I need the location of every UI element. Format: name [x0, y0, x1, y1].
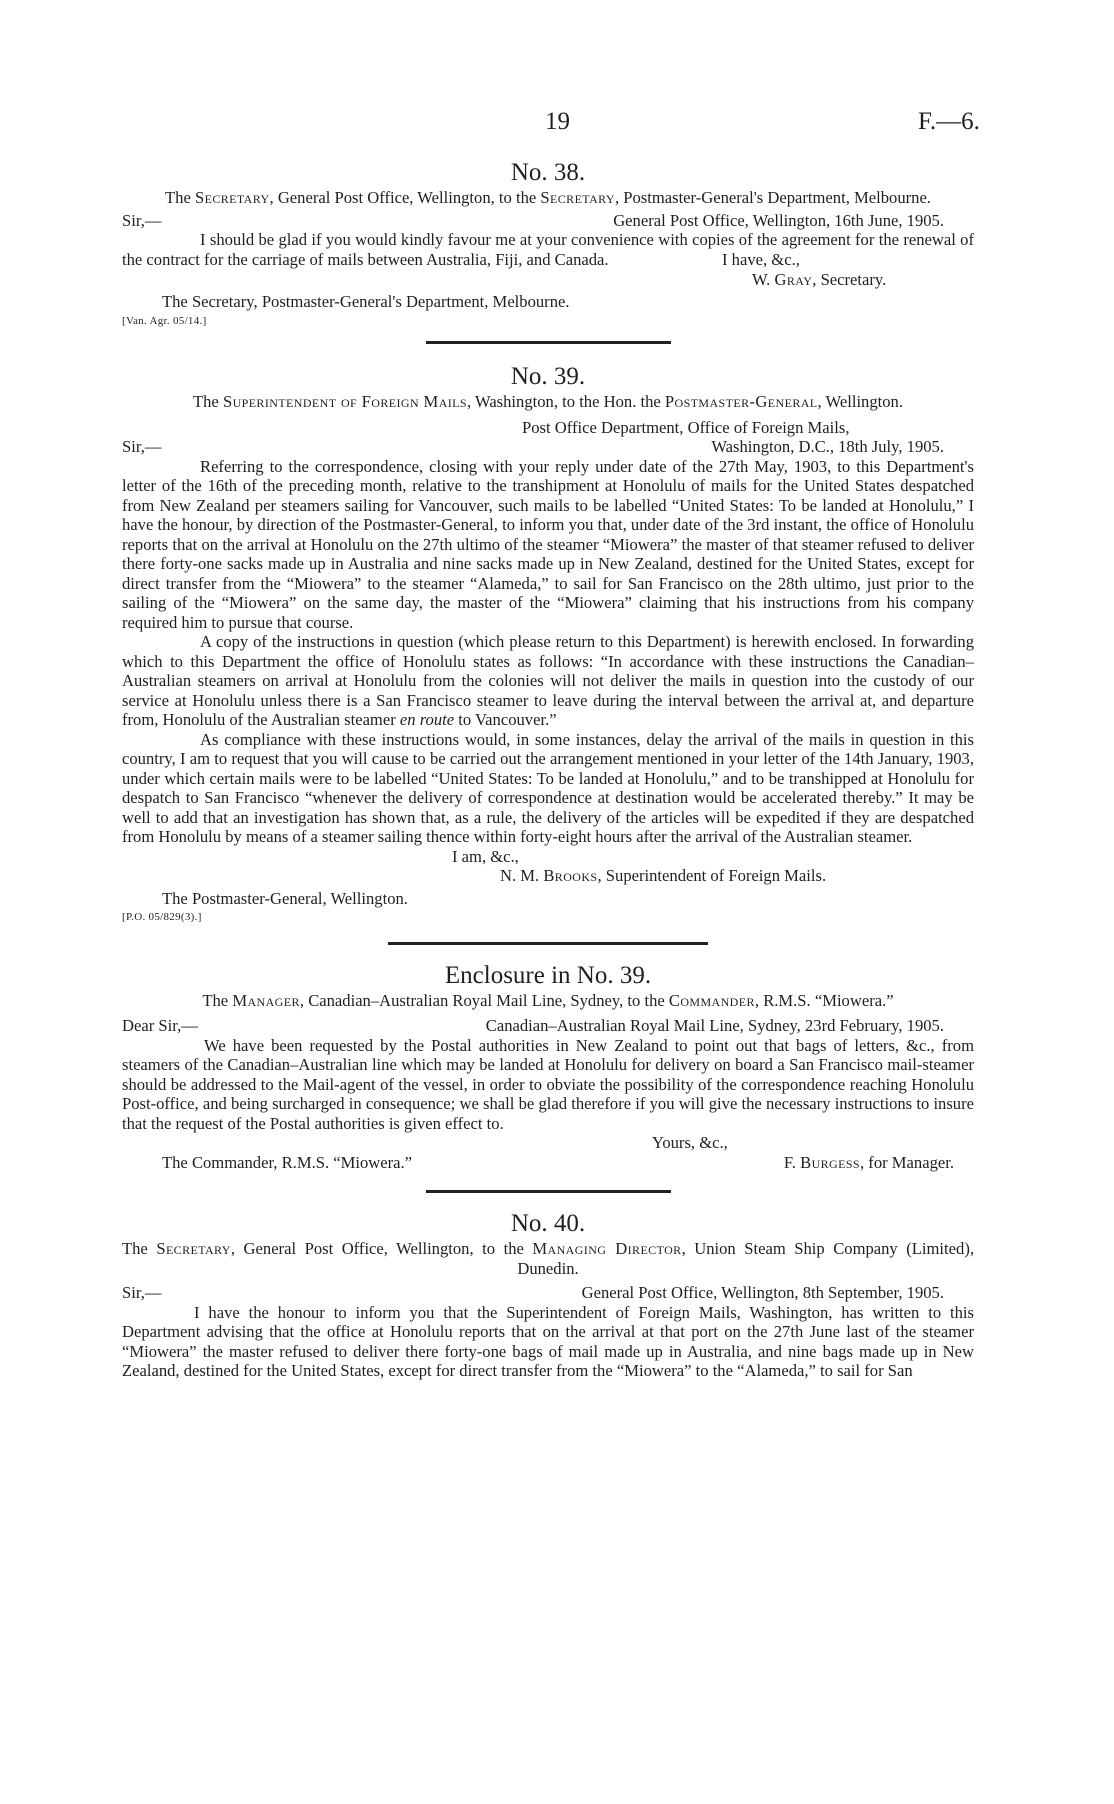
salutation-line	[122, 211, 974, 231]
text-run: , General Post Office, Wellington, to the	[269, 188, 541, 207]
closing: Yours, &c.,	[652, 1133, 728, 1152]
salutation-line	[122, 1016, 974, 1036]
letter-no-40	[122, 1209, 974, 1381]
letter-address	[122, 392, 974, 412]
destination: The Postmaster-General, Wellington.	[162, 888, 408, 908]
letter-address	[122, 991, 974, 1011]
dateline-1: Post Office Department, Office of Foreign Mails,	[522, 417, 850, 437]
letter-title: No. 38.	[510, 159, 586, 186]
letter-title: No. 39.	[510, 363, 586, 390]
file-reference: [Van. Agr. 05/14.]	[122, 314, 207, 327]
salutation: Dear Sir,—	[122, 1016, 198, 1035]
letter-paragraph: Referring to the correspondence, closing with your reply under date of the 27th May, 1903, to this Department's letter of the 16th of the preceding month, relative to the transhipment at Honolulu of mails for the United States despatched from New Zealand per steamers sailing for Vancouver, such mails to be labelled “United States: To be landed at Honolulu,” I have the honour, by direction of the Postmaster-General, to inform you that, under date of the 3rd instant, the office of Honolulu reports that on the arrival at Honolulu on the 27th ultimo of the steamer “Miowera” the master of that steamer refused to deliver there forty-one sacks made up in Australia and nine sacks made up in New Zealand, destined for the United States, except for direct transfer from the “Miowera” to the steamer “Alameda,” to sail for San Francisco on the 28th ultimo, just prior to the sailing of the “Miowera” on the same day, the master of the “Miowera” claiming that his instructions from his company required him to pursue that course.	[122, 456, 974, 632]
salutation: Sir,—	[122, 437, 162, 456]
small-caps-name: Secretary	[194, 188, 270, 207]
dateline: General Post Office, Wellington, 8th September, 1905.	[581, 1283, 944, 1302]
dateline: General Post Office, Wellington, 16th June, 1905.	[613, 210, 944, 230]
small-caps-name: Postmaster-General	[664, 392, 818, 411]
closing: I am, &c.,	[452, 846, 519, 866]
section-divider	[388, 942, 708, 945]
paragraph-text: A copy of the instructions in question (which please return to this Department) is herewith enclosed. In forwarding which to this Department the office of Honolulu states as follows: “In accordance with these instructions the Canadian–Australian steamers on arrival at Honolulu from the colonies will not deliver the mails in question into the custody of our service at Honolulu unless there is a San Francisco steamer to leave during the interval between the arrival at, and departure from, Honolulu of the Australian steamer	[122, 632, 974, 729]
salutation-line	[122, 437, 974, 457]
small-caps-name: Brooks	[543, 866, 598, 885]
closing: I have, &c.,	[722, 250, 800, 269]
text-run: , General Post Office, Wellington, to the	[230, 1239, 533, 1258]
text-run: , Superintendent of Foreign Mails.	[597, 866, 827, 885]
dateline-2: Washington, D.C., 18th July, 1905.	[711, 437, 944, 456]
destination: The Secretary, Postmaster-General's Department, Melbourne.	[162, 292, 570, 311]
text-run: , Washington, to the Hon. the	[466, 392, 665, 411]
letter-no-38	[122, 158, 974, 344]
salutation: Sir,—	[122, 210, 162, 230]
text-run: F.	[783, 1152, 801, 1172]
text-run: The	[165, 188, 195, 207]
small-caps-name: Gray	[774, 269, 813, 289]
paragraph-text: to Vancouver.”	[454, 710, 557, 729]
text-run: , Wellington.	[817, 392, 904, 411]
dateline: Canadian–Australian Royal Mail Line, Sydney, 23rd February, 1905.	[485, 1016, 944, 1035]
text-run: , Canadian–Australian Royal Mail Line, Sydney, to the	[299, 990, 669, 1010]
salutation-line	[122, 1283, 974, 1303]
destination-signature-line	[122, 1153, 974, 1173]
text-run: N. M.	[500, 866, 544, 885]
letter-no-39	[122, 362, 974, 945]
document-reference: F.—6.	[918, 108, 980, 135]
text-run: The	[192, 392, 223, 411]
section-divider	[426, 341, 671, 344]
letter-paragraph: We have been requested by the Postal authorities in New Zealand to point out that bags of letters, &c., from steamers of the Canadian–Australian line which may be landed at Honolulu for delivery on board a San Francisco mail-steamer should be addressed to the Mail-agent of the vessel, in order to obviate the possibility of the correspondence reaching Honolulu Post-office, and being surcharged in consequence; we shall be glad therefore if you will give the necessary instructions to insure that the request of the Postal authorities is given effect to.	[122, 1035, 974, 1133]
text-run: , Union Steam Ship Company (Limited), Dunedin.	[517, 1239, 974, 1278]
text-run: , Secretary.	[812, 269, 887, 289]
enclosure-title: Enclosure in No. 39.	[444, 961, 652, 989]
letter-paragraph: As compliance with these instructions would, in some instances, delay the arrival of the mails in question in this country, I am to request that you will cause to be carried out the arrangement mentioned in your letter of the 14th January, 1903, under which certain mails were to be labelled “United States: To be landed at Honolulu,” and to be transhipped at Honolulu for despatch to San Francisco “whenever the delivery of correspondence at destination would be accelerated thereby.” It may be well to add that an investigation has shown that, as a rule, the delivery of the articles will be expedited if they are despatched from Honolulu by means of a steamer sailing thence within forty-eight hours after the arrival of the Australian steamer.	[122, 729, 974, 846]
small-caps-name: Burgess	[800, 1152, 860, 1172]
page-content	[122, 158, 974, 1381]
page-number: 19	[545, 108, 570, 135]
small-caps-name: Secretary	[540, 188, 615, 207]
small-caps-name: Manager	[232, 990, 300, 1010]
letter-paragraph: I should be glad if you would kindly favour me at your convenience with copies of the agreement for the renewal of the contract for the carriage of mails between Australia, Fiji, and Canada.	[122, 230, 974, 269]
section-divider	[426, 1190, 671, 1193]
text-run: The	[202, 990, 233, 1010]
signature	[122, 270, 974, 290]
salutation: Sir,—	[122, 1283, 162, 1302]
letter-address	[122, 1239, 974, 1278]
text-run: W.	[752, 269, 775, 289]
small-caps-name: Secretary	[156, 1239, 231, 1258]
letter-paragraph	[122, 632, 974, 730]
letter-address	[122, 188, 974, 208]
signature	[784, 1153, 954, 1173]
text-run: , for Manager.	[860, 1152, 954, 1172]
signature	[122, 866, 974, 886]
text-run: , Postmaster-General's Department, Melbourne.	[614, 188, 931, 207]
letter-paragraph: I have the honour to inform you that the Superintendent of Foreign Mails, Washington, has written to this Department advising that the office at Honolulu reports that on the arrival at that port on the 27th June last of the steamer “Miowera” the master refused to deliver there forty-one bags of mail made up in Australia, and nine bags made up in New Zealand, destined for the United States, except for direct transfer from the “Miowera” to the “Alameda,” to sail for San	[122, 1302, 974, 1380]
destination: The Commander, R.M.S. “Miowera.”	[162, 1152, 413, 1172]
enclosure-in-no-39	[122, 961, 974, 1194]
text-run: , R.M.S. “Miowera.”	[754, 990, 894, 1010]
letter-title: No. 40.	[510, 1210, 586, 1237]
small-caps-name: Commander	[668, 990, 755, 1010]
file-reference: [P.O. 05/829(3).]	[122, 911, 202, 923]
small-caps-name: Managing Director	[532, 1239, 682, 1258]
small-caps-name: Superintendent of Foreign Mails	[222, 392, 467, 411]
text-run: The	[122, 1239, 157, 1258]
italic-phrase: en route	[399, 710, 455, 729]
